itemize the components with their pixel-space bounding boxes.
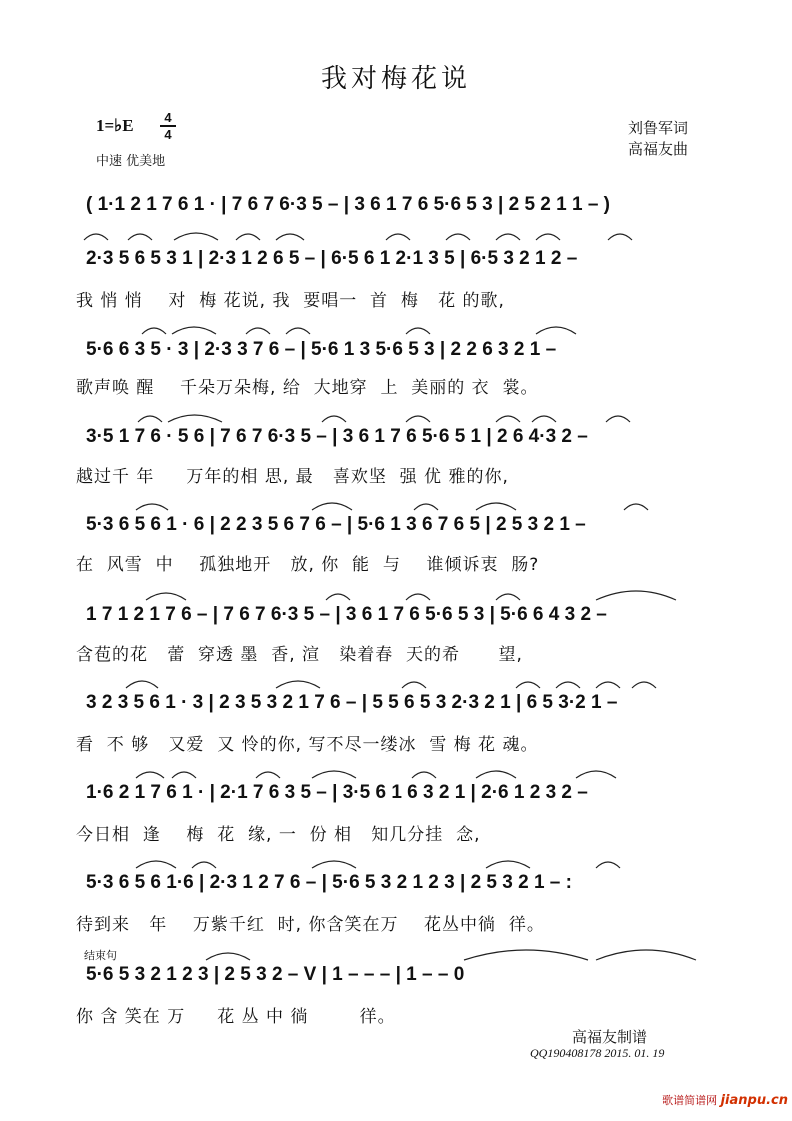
lyric-line-3: 歌声唤 醒 千朵万朵梅, 给 大地穿 上 美丽的 衣 裳。 — [76, 378, 539, 398]
key-signature: 1=♭E — [96, 116, 134, 135]
time-denominator: 4 — [164, 127, 172, 142]
lyric-line-4: 越过千 年 万年的相 思, 最 喜欢坚 强 优 雅的你, — [76, 467, 509, 487]
tempo-marking: 中速 优美地 — [96, 154, 166, 169]
lyric-line-5: 在 风雪 中 孤独地开 放, 你 能 与 谁倾诉衷 肠? — [76, 555, 540, 575]
lyric-line-9: 待到来 年 万紫千红 时, 你含笑在万 花丛中徜 徉。 — [76, 915, 545, 935]
slur-marks-2 — [76, 224, 726, 244]
lyricist-credit: 刘鲁军词 — [628, 119, 689, 137]
site-watermark — [588, 1092, 788, 1114]
music-line-5: 5·3 6 5 6 1 · 6 | 2 2 3 5 6 7 6 – | 5·6 1 3 6 7 6 5 | 2 5 3 2 1 – — [86, 514, 586, 535]
music-line-4: 3·5 1 7 6 · 5 6 | 7 6 7 6·3 5 – | 3 6 1 7 6 5·6 5 1 | 2 6 4·3 2 – — [86, 426, 588, 447]
lyric-line-6: 含苞的花 蕾 穿透 墨 香, 渲 染着春 天的希 望, — [76, 645, 523, 665]
date-line: QQ190408178 2015. 01. 19 — [530, 1046, 665, 1060]
lyric-line-10: 你 含 笑在 万 花 丛 中 徜 徉。 — [76, 1007, 396, 1027]
music-line-2: 2·3 5 6 5 3 1 | 2·3 1 2 6 5 – | 6·5 6 1 2·1 3 5 | 6·5 3 2 1 2 – — [86, 248, 578, 269]
watermark-site-cn: 歌谱简谱网 — [662, 1094, 718, 1107]
watermark-site-en: jianpu.cn — [720, 1093, 788, 1108]
song-title: 我对梅花说 — [320, 64, 471, 94]
lyric-line-2: 我 悄 悄 对 梅 花说, 我 要唱一 首 梅 花 的歌, — [76, 291, 505, 311]
music-line-3: 5·6 6 3 5 · 3 | 2·3 3 7 6 – | 5·6 1 3 5·6 5 3 | 2 2 6 3 2 1 – — [86, 339, 557, 360]
music-line-7: 3 2 3 5 6 1 · 3 | 2 3 5 3 2 1 7 6 – | 5 5 6 5 3 2·3 2 1 | 6 5 3·2 1 – — [86, 692, 618, 713]
ending-label: 结束句 — [84, 949, 117, 962]
time-numerator: 4 — [164, 110, 172, 125]
lyric-line-7: 看 不 够 又爱 又 怜的你, 写不尽一缕冰 雪 梅 花 魂。 — [76, 735, 539, 755]
music-line-1: ( 1·1 2 1 7 6 1 · | 7 6 7 6·3 5 – | 3 6 1 7 6 5·6 5 3 | 2 5 2 1 1 – ) — [86, 194, 610, 215]
music-line-8: 1·6 2 1 7 6 1 · | 2·1 7 6 3 5 – | 3·5 6 1 6 3 2 1 | 2·6 1 2 3 2 – — [86, 782, 588, 803]
composer-credit: 高福友曲 — [628, 140, 689, 158]
music-line-9: 5·3 6 5 6 1·6 | 2·3 1 2 7 6 – | 5·6 5 3 2 1 2 3 | 2 5 3 2 1 – : — [86, 872, 572, 893]
lyric-line-8: 今日相 逢 梅 花 缘, 一 份 相 知几分挂 念, — [76, 825, 481, 845]
time-signature — [160, 110, 176, 142]
music-line-10: 5·6 5 3 2 1 2 3 | 2 5 3 2 – V | 1 – – – | 1 – – 0 — [86, 964, 465, 985]
music-line-6: 1 7 1 2 1 7 6 – | 7 6 7 6·3 5 – | 3 6 1 7 6 5·6 5 3 | 5·6 6 4 3 2 – — [86, 604, 607, 625]
arranger-credit: 高福友制谱 — [572, 1028, 648, 1046]
credits — [628, 118, 688, 160]
